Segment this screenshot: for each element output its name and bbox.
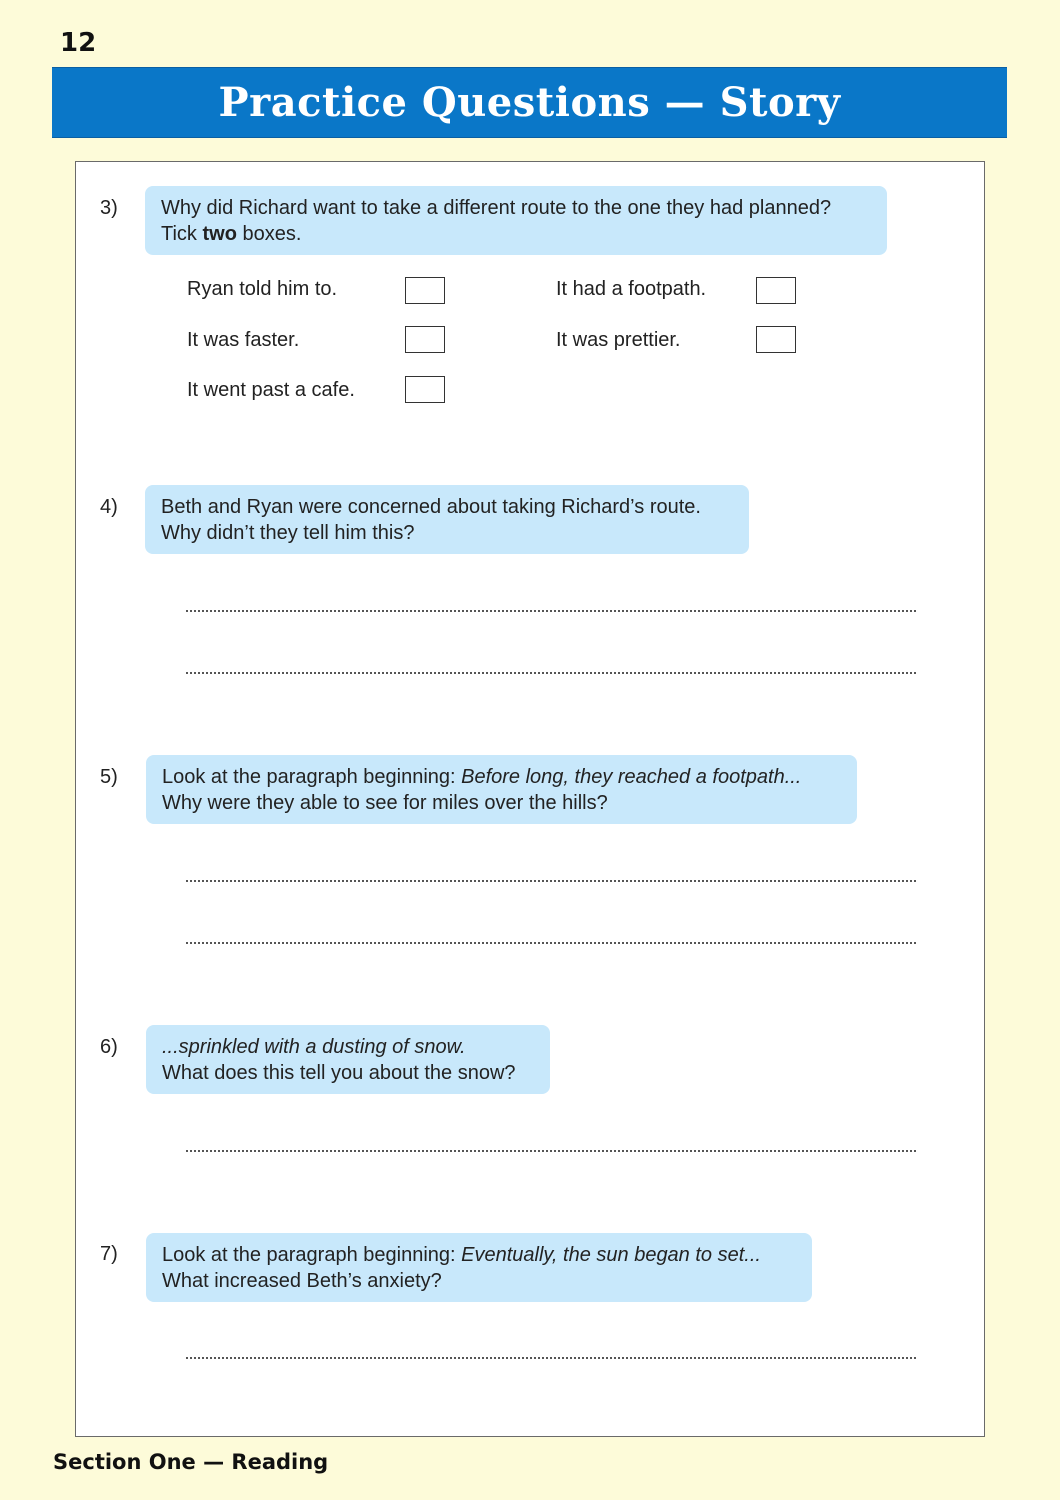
question-7-prompt: [146, 1233, 812, 1302]
questions-panel: [75, 161, 985, 1437]
question-6-answer-line-1[interactable]: [186, 1150, 916, 1152]
checkbox-faster[interactable]: [405, 326, 445, 353]
question-5-number: 5): [100, 766, 118, 788]
page-title: Practice Questions — Story: [218, 79, 841, 126]
question-3-tick-suffix: boxes.: [236, 223, 302, 245]
title-banner: [52, 67, 1007, 138]
question-5-answer-line-2[interactable]: [186, 942, 916, 944]
question-3-number: 3): [100, 197, 118, 219]
question-6-prompt: [146, 1025, 550, 1094]
question-5-answer-line-1[interactable]: [186, 880, 916, 882]
question-7-line-1: [162, 1242, 798, 1268]
page-number: 12: [60, 28, 97, 58]
option-footpath: It had a footpath.: [556, 278, 707, 300]
question-7-answer-line-1[interactable]: [186, 1357, 916, 1359]
question-3-line-1: Why did Richard want to take a different route to the one they had planned?: [161, 197, 832, 219]
section-footer: Section One — Reading: [53, 1450, 329, 1474]
checkbox-prettier[interactable]: [756, 326, 796, 353]
option-faster: It was faster.: [187, 329, 300, 351]
option-past-cafe: It went past a cafe.: [187, 379, 355, 401]
question-6-line-2: What does this tell you about the snow?: [162, 1062, 516, 1084]
question-6-quote: ...sprinkled with a dusting of snow.: [162, 1036, 466, 1058]
checkbox-ryan-told-him[interactable]: [405, 277, 445, 304]
question-5-line-2: Why were they able to see for miles over the hills?: [162, 792, 608, 814]
question-7-lead-in: Look at the paragraph beginning:: [162, 1244, 462, 1266]
question-5-lead-in: Look at the paragraph beginning:: [162, 766, 462, 788]
question-7-quote: Eventually, the sun began to set...: [461, 1244, 761, 1266]
question-4-line-2: Why didn’t they tell him this?: [161, 522, 415, 544]
question-3-prompt: [145, 186, 887, 255]
question-3-line-2: [161, 221, 873, 247]
question-6-line-1: [162, 1034, 536, 1060]
question-5-line-1: [162, 764, 843, 790]
question-7-line-2: What increased Beth’s anxiety?: [162, 1270, 442, 1292]
checkbox-footpath[interactable]: [756, 277, 796, 304]
question-5-prompt: [146, 755, 857, 824]
checkbox-past-cafe[interactable]: [405, 376, 445, 403]
question-4-number: 4): [100, 496, 118, 518]
question-4-answer-line-1[interactable]: [186, 610, 916, 612]
question-4-prompt: [145, 485, 749, 554]
question-6-number: 6): [100, 1036, 118, 1058]
option-prettier: It was prettier.: [556, 329, 681, 351]
question-3-tick-count: two: [202, 223, 237, 245]
question-7-number: 7): [100, 1243, 118, 1265]
question-4-answer-line-2[interactable]: [186, 672, 916, 674]
option-ryan-told-him: Ryan told him to.: [187, 278, 338, 300]
question-3-tick-text: Tick: [161, 223, 203, 245]
question-4-line-1: Beth and Ryan were concerned about taking Richard’s route.: [161, 496, 701, 518]
question-5-quote: Before long, they reached a footpath...: [461, 766, 802, 788]
